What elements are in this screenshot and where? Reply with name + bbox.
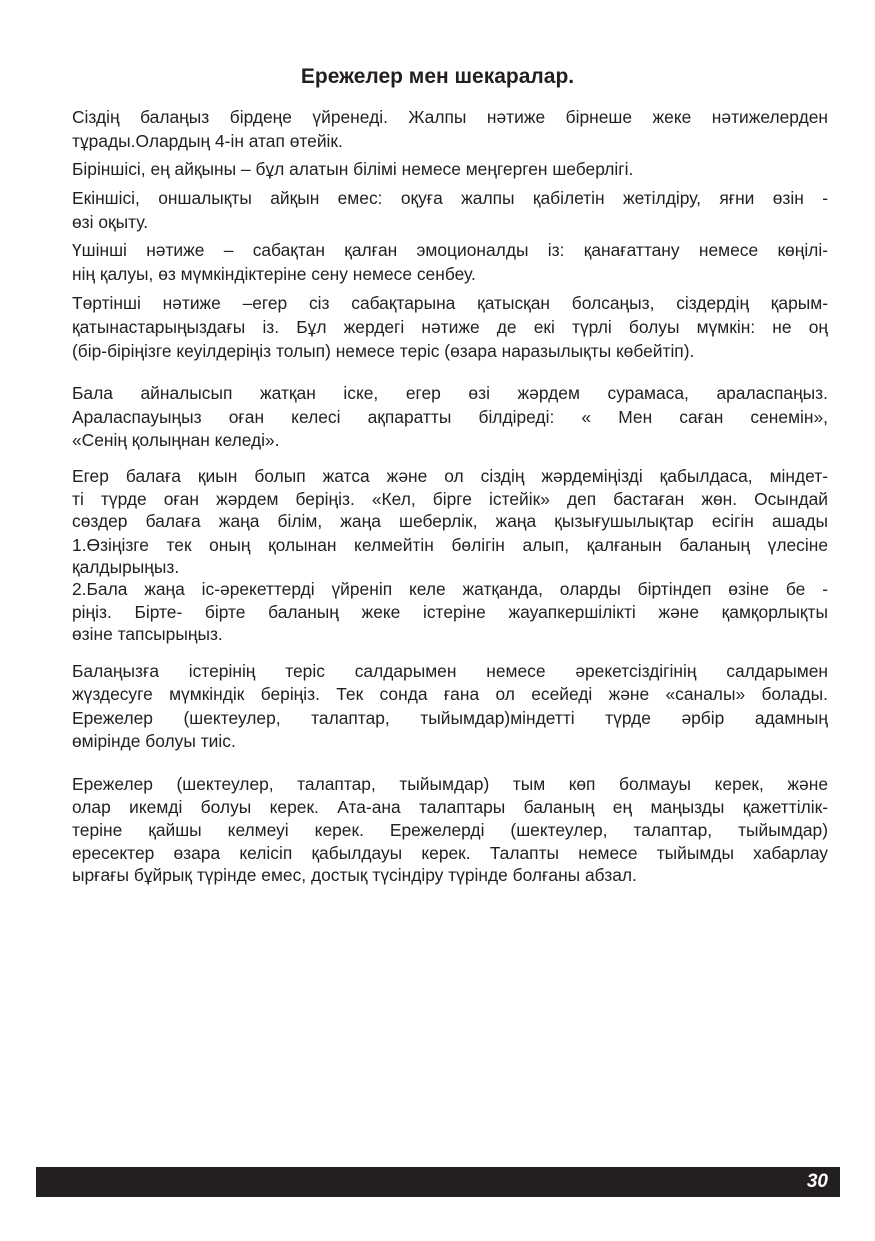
text-line: Ережелер (шектеулер, талаптар, тыйымдар) тым көп болмауы керек, және bbox=[72, 774, 828, 794]
text-line: 1.Өзіңізге тек оның қолынан келмейтін бөлігін алып, қалғанын баланың үлесіне bbox=[72, 535, 828, 555]
text-line: олар икемді болуы керек. Ата-ана талаптары баланың ең маңызды қажеттілік- bbox=[72, 797, 828, 817]
footer-bar bbox=[36, 1167, 840, 1197]
text-line: нің қалуы, өз мүмкіндіктеріне сену немесе сенбеу. bbox=[72, 264, 476, 284]
text-line: қалдырыңыз. bbox=[72, 557, 180, 577]
text-line: Егер балаға қиын болып жатса және ол сіздің жәрдеміңізді қабылдаса, міндет- bbox=[72, 466, 828, 486]
text-line: Ережелер (шектеулер, талаптар, тыйымдар)міндетті түрде әрбір адамның bbox=[72, 708, 828, 728]
text-line: Төртінші нәтиже –егер сіз сабақтарына қатысқан болсаңыз, сіздердің қарым- bbox=[72, 293, 828, 313]
text-line: ті түрде оған жәрдем беріңіз. «Кел, бірге істейік» деп бастаған жөн. Осындай bbox=[72, 489, 828, 509]
text-line: сөздер балаға жаңа білім, жаңа шеберлік, жаңа қызығушылықтар есігін ашады bbox=[72, 511, 828, 531]
text-line: Сіздің балаңыз бірдеңе үйренеді. Жалпы нәтиже бірнеше жеке нәтижелерден bbox=[72, 107, 828, 127]
text-line: өмірінде болуы тиіс. bbox=[72, 731, 236, 751]
text-line: 2.Бала жаңа іс-әрекеттерді үйреніп келе жатқанда, оларды біртіндеп өзіне бе - bbox=[72, 579, 828, 599]
text-line: ырғағы бұйрық түрінде емес, достық түсіндіру түрінде болғаны абзал. bbox=[72, 865, 637, 885]
text-line: Араласпауыңыз оған келесі ақпаратты білдіреді: « Мен саған сенемін», bbox=[72, 407, 828, 427]
text-line: Біріншісі, ең айқыны – бұл алатын білімі немесе меңгерген шеберлігі. bbox=[72, 159, 634, 179]
page-title: Ережелер мен шекаралар. bbox=[300, 65, 575, 88]
text-line: жүздесуге мүмкіндік беріңіз. Тек сонда ғана ол есейеді және «саналы» болады. bbox=[72, 684, 828, 704]
text-line: өзіне тапсырыңыз. bbox=[72, 624, 223, 644]
text-line: Екіншісі, оншалықты айқын емес: оқуға жалпы қабілетін жетілдіру, яғни өзін - bbox=[72, 188, 828, 208]
page-number: 30 bbox=[806, 1171, 828, 1192]
text-line: өзі оқыту. bbox=[72, 212, 149, 232]
text-line: теріне қайшы келмеуі керек. Ережелерді (шектеулер, талаптар, тыйымдар) bbox=[72, 820, 828, 840]
text-line: ересектер өзара келісіп қабылдауы керек. Талапты немесе тыйымды хабарлау bbox=[72, 843, 828, 863]
text-line: Балаңызға істерінің теріс салдарымен немесе әрекетсіздігінің салдарымен bbox=[72, 661, 828, 681]
text-line: «Сенің қолыңнан келеді». bbox=[72, 430, 280, 450]
text-line: Бала айналысып жатқан іске, егер өзі жәрдем сурамаса, араласпаңыз. bbox=[72, 383, 828, 403]
text-line: Үшінші нәтиже – сабақтан қалған эмоционалды із: қанағаттану немесе көңілі- bbox=[72, 240, 828, 260]
text-line: (бір-біріңізге кеуілдеріңіз толып) немесе теріс (өзара наразылықты көбейтіп). bbox=[72, 341, 695, 361]
text-line: қатынастарыңыздағы із. Бұл жердегі нәтиже де екі түрлі болуы мүмкін: не оң bbox=[72, 317, 828, 337]
text-line: ріңіз. Бірте- бірте баланың жеке істеріне жауапкершілікті және қамқорлықты bbox=[72, 602, 828, 622]
text-line: тұрады.Олардың 4-ін атап өтейік. bbox=[72, 131, 343, 151]
